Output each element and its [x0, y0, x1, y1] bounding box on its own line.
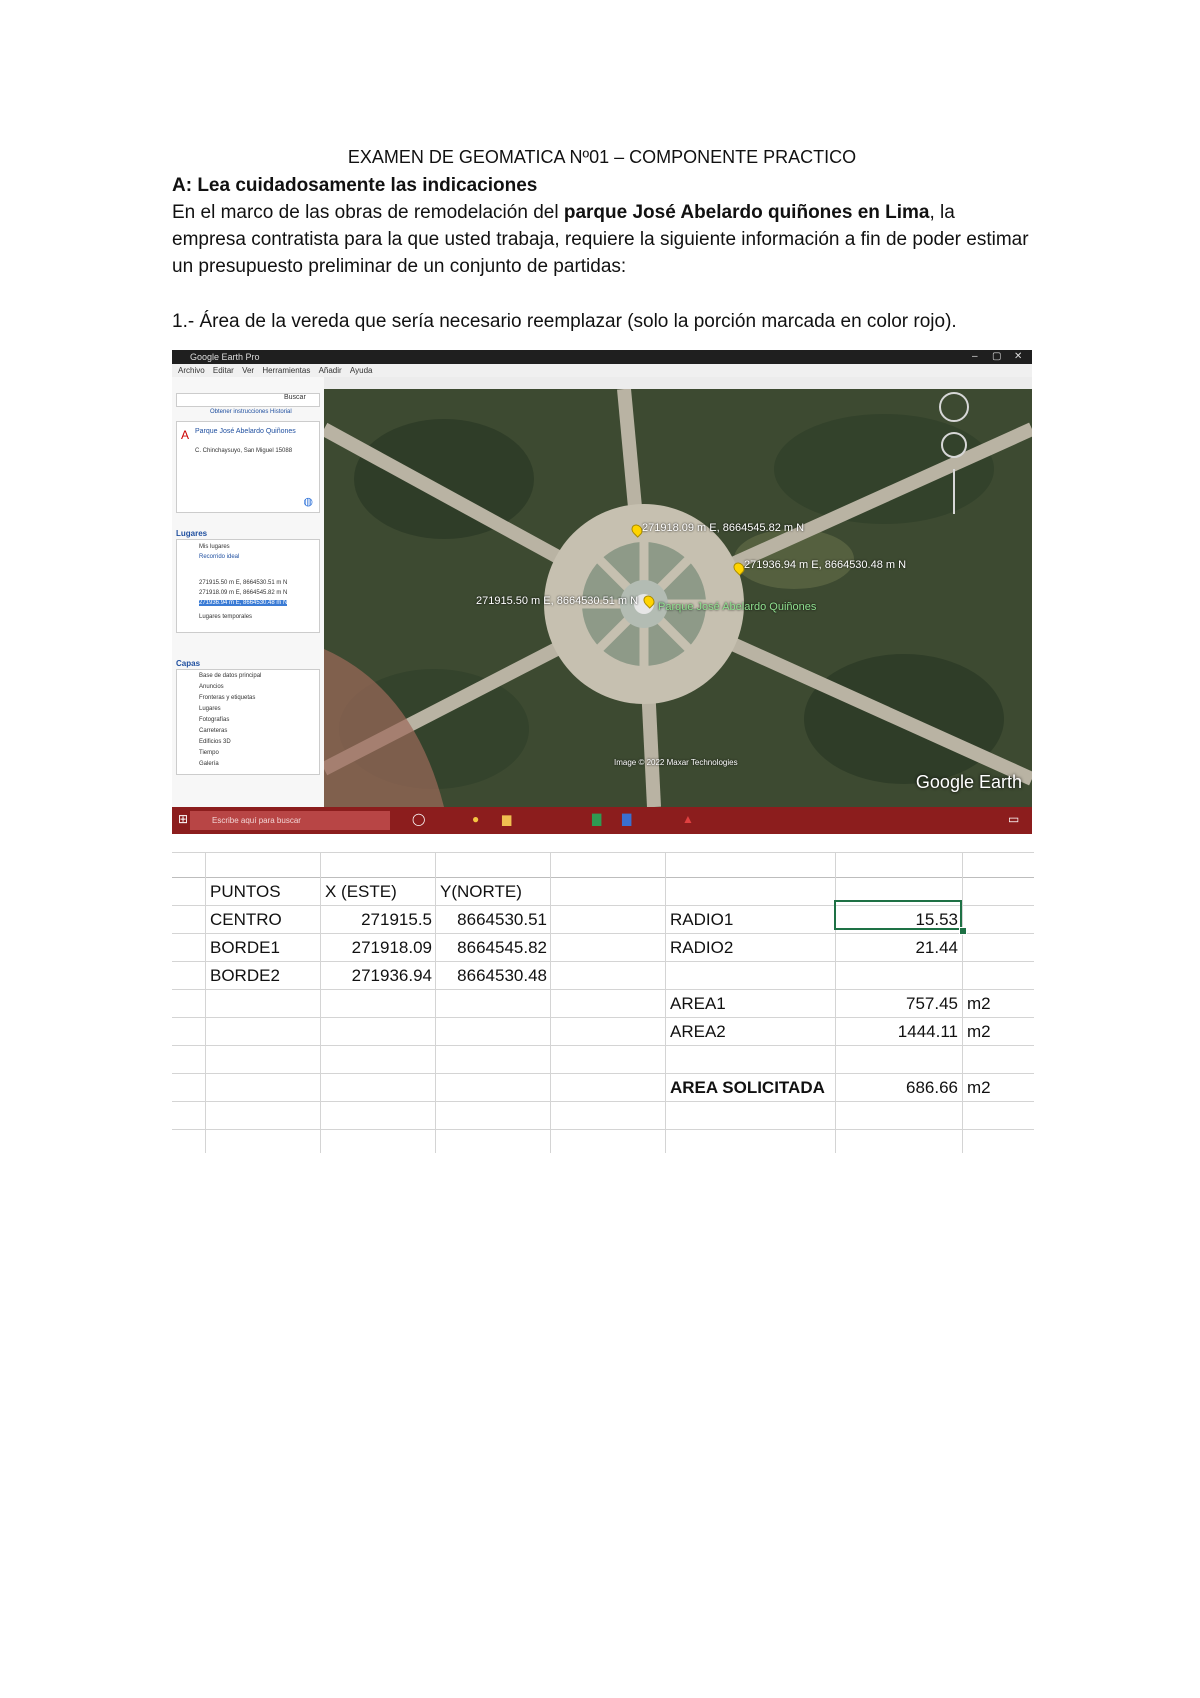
ge-title-bar [172, 350, 1032, 364]
menu-anadir: Añadir [318, 366, 342, 375]
intro-paragraph [172, 199, 1032, 280]
ge-search-results [176, 421, 320, 513]
ge-toolbar [324, 377, 1032, 389]
cell-x: 271915.5 [361, 910, 432, 929]
layer-item: Tiempo [199, 750, 219, 756]
menu-herramientas: Herramientas [262, 366, 311, 375]
cell-y: 8664530.51 [457, 910, 547, 929]
value-radio1: 15.53 [915, 910, 958, 929]
question-1: 1.- Área de la vereda que sería necesario reemplazar (solo la porción marcada en color rojo). [172, 311, 957, 332]
taskbar-search-box: Escribe aquí para buscar [190, 811, 390, 830]
label-park-name: Parque José Abelardo Quiñones [658, 601, 817, 613]
acrobat-icon: ▲ [682, 812, 694, 826]
layer-item: Carreteras [199, 728, 228, 734]
spreadsheet [172, 852, 1034, 1153]
label-radio2: RADIO2 [670, 938, 734, 957]
maximize-icon: ▢ [992, 351, 1002, 362]
value-area1: 757.45 [906, 994, 958, 1013]
label-borde2: 271936.94 m E, 8664530.48 m N [744, 559, 907, 571]
header-y: Y(NORTE) [440, 882, 522, 901]
label-area-solicitada: AREA SOLICITADA [670, 1078, 825, 1097]
word-icon: ▇ [622, 812, 632, 826]
layer-item: Base de datos principal [199, 673, 262, 679]
globe-icon: ◍ [303, 496, 313, 508]
menu-ayuda: Ayuda [349, 366, 373, 375]
layer-item: Edificios 3D [199, 739, 231, 745]
cell-y: 8664545.82 [457, 938, 547, 957]
layer-item: Lugares [199, 706, 221, 712]
result-marker-icon: A [181, 428, 190, 442]
cell-x: 271918.09 [351, 938, 432, 957]
label-centro: 271915.50 m E, 8664530.51 m N [476, 595, 639, 607]
instructions-heading: A: Lea cuidadosamente las indicaciones [172, 175, 538, 196]
value-area2: 1444.11 [897, 1022, 958, 1041]
value-area-solicitada: 686.66 [906, 1078, 958, 1097]
menu-archivo: Archivo [178, 366, 205, 375]
cell-point-name: BORDE2 [210, 966, 280, 985]
exam-title: EXAMEN DE GEOMATICA Nº01 – COMPONENTE PRACTICO [347, 147, 857, 167]
satellite-map [324, 389, 1032, 807]
places-header: Lugares [176, 529, 208, 538]
imagery-credit: Image © 2022 Maxar Technologies [614, 758, 738, 767]
menu-ver: Ver [242, 366, 255, 375]
task-view-icon: ◯ [412, 812, 426, 826]
folder-icon: ▆ [502, 812, 512, 826]
place-item-selected: 271936.94 m E, 8664530.48 m N [199, 600, 288, 606]
layer-item: Galería [199, 761, 219, 767]
place-item: 271915.50 m E, 8664530.51 m N [199, 580, 288, 586]
layers-panel [176, 669, 320, 775]
intro-text-1: En el marco de las obras de remodelación del [172, 202, 564, 223]
windows-taskbar [172, 807, 1032, 834]
menu-editar: Editar [212, 366, 234, 375]
excel-icon: ▇ [592, 812, 602, 826]
layer-item: Fotografías [199, 717, 230, 723]
label-area1: AREA1 [670, 994, 726, 1013]
intro-park-name: parque José Abelardo quiñones en Lima [563, 202, 930, 223]
place-item: Mis lugares [199, 544, 230, 550]
google-earth-logo: Google Earth [915, 772, 1022, 792]
cell-x: 271936.94 [351, 966, 432, 985]
label-borde1: 271918.09 m E, 8664545.82 m N [642, 522, 805, 534]
unit-area2: m2 [967, 1022, 991, 1041]
intro-text-2: , la empresa contratista para la que usted trabaja, requiere la siguiente información a fin de poder estimar un presupuesto preliminar de un conjunto de partidas: [172, 202, 1029, 277]
minimize-icon: – [972, 351, 978, 362]
notification-icon: ▭ [1008, 812, 1020, 826]
place-item: 271918.09 m E, 8664545.82 m N [199, 590, 288, 596]
layer-item: Anuncios [199, 684, 224, 690]
place-item: Recorrido ideal [199, 554, 240, 560]
chrome-icon: ● [472, 812, 480, 826]
label-area2: AREA2 [670, 1022, 726, 1041]
label-radio1: RADIO1 [670, 910, 734, 929]
selected-cell-outline [834, 900, 962, 930]
ge-sidebar [172, 377, 325, 807]
ge-search-button: Buscar [284, 394, 306, 401]
cell-point-name: CENTRO [210, 910, 282, 929]
result-address: C. Chinchaysuyo, San Miguel 15088 [195, 448, 293, 454]
ge-window-title: Google Earth Pro [190, 352, 260, 362]
place-item: Lugares temporales [199, 614, 253, 620]
unit-area1: m2 [967, 994, 991, 1013]
unit-area-solicitada: m2 [967, 1078, 991, 1097]
ge-menu-bar [172, 364, 1032, 377]
cell-point-name: BORDE1 [210, 938, 280, 957]
layer-item: Fronteras y etiquetas [199, 695, 256, 701]
value-radio2: 21.44 [915, 938, 958, 957]
cell-y: 8664530.48 [457, 966, 547, 985]
windows-start-icon: ⊞ [178, 812, 189, 826]
ge-directions-link: Obtener instrucciones Historial [210, 409, 292, 415]
places-panel [176, 539, 320, 633]
header-x: X (ESTE) [325, 882, 397, 901]
layers-header: Capas [176, 659, 201, 668]
google-earth-screenshot [172, 350, 1032, 834]
result-title: Parque José Abelardo Quiñones [195, 428, 296, 435]
close-icon: ✕ [1014, 351, 1023, 362]
header-puntos: PUNTOS [210, 882, 281, 901]
park-aerial-view [324, 389, 1032, 807]
